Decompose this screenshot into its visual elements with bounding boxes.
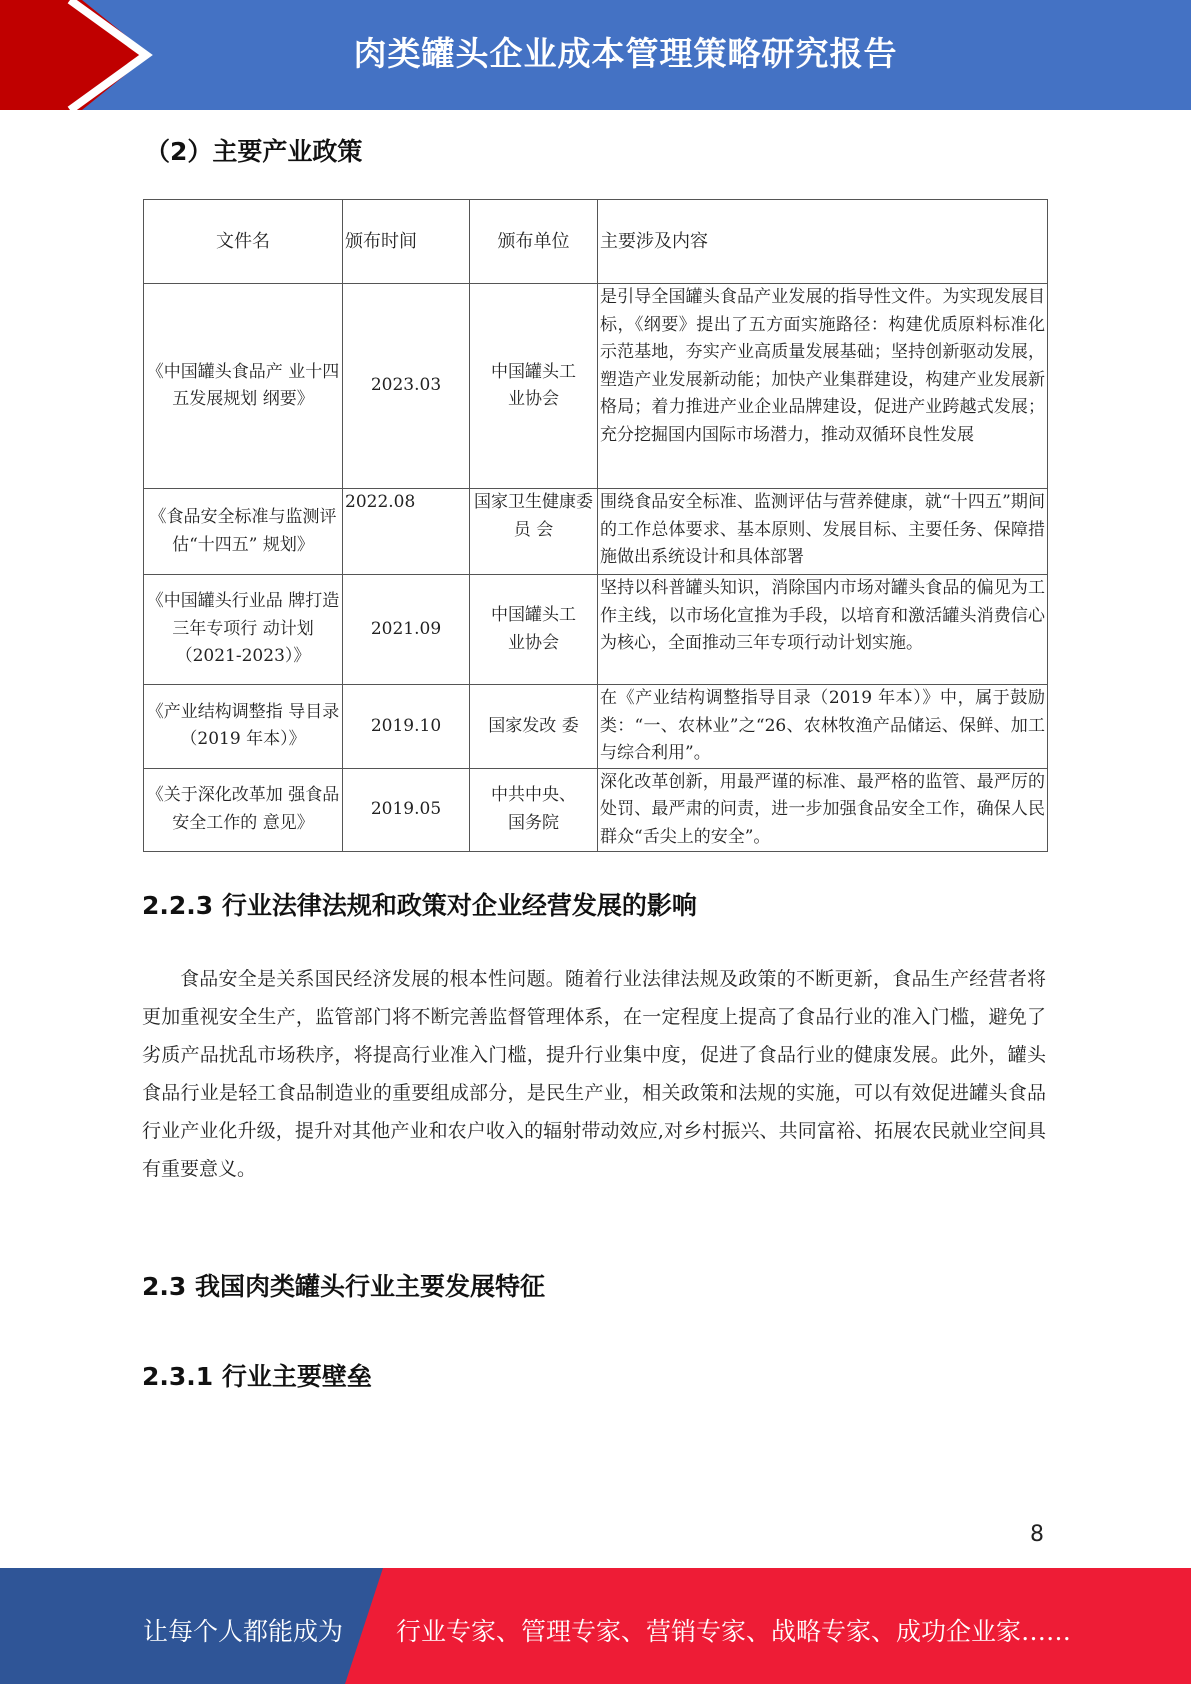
cell-issuer: 国家卫生健康委员 会 <box>470 489 598 575</box>
section-heading-2-2-3: 2.2.3 行业法律法规和政策对企业经营发展的影响 <box>142 891 697 920</box>
cell-date: 2023.03 <box>343 284 470 489</box>
column-header-content: 主要涉及内容 <box>598 200 1048 284</box>
issuer-text: 中共中央、国务院 <box>491 785 576 833</box>
cell-name: 《关于深化改革加 强食品安全工作的 意见》 <box>144 768 343 852</box>
cell-issuer <box>470 575 598 685</box>
page-number: 8 <box>1030 1522 1044 1547</box>
cell-date: 2021.09 <box>343 575 470 685</box>
cell-name: 《中国罐头食品产 业十四五发展规划 纲要》 <box>144 284 343 489</box>
column-header-issuer: 颁布单位 <box>470 200 598 284</box>
issuer-text: 中国罐头工业协会 <box>491 361 576 409</box>
table-row <box>144 489 1048 575</box>
page-footer <box>0 1568 1191 1684</box>
table-row <box>144 768 1048 852</box>
report-title: 肉类罐头企业成本管理策略研究报告 <box>353 34 898 73</box>
column-header-name: 文件名 <box>144 200 343 284</box>
cell-content <box>598 284 1048 489</box>
cell-name: 《中国罐头行业品 牌打造三年专项行 动计划（2021-2023）》 <box>144 575 343 685</box>
cell-name: 《产业结构调整指 导目录（2019 年本）》 <box>144 685 343 769</box>
column-header-date: 颁布时间 <box>343 200 470 284</box>
content-text: 围绕食品安全标准、监测评估与营养健康，就“十四五”期间的工作总体要求、基本原则、发展目标、主要任务、保障措施做出系统设计和具体部署 <box>600 492 1045 567</box>
cell-date: 2019.05 <box>343 768 470 852</box>
footer-slogan-left: 让每个人都能成为 <box>143 1617 344 1646</box>
cell-content <box>598 489 1048 575</box>
content-text: 是引导全国罐头食品产业发展的指导性文件。为实现发展目标，《纲要》提出了五方面实施路径：构建优质原料标准化示范基地，夯实产业高质量发展基础；坚持创新驱动发展，塑造产业发展新动能；加快产业集群建设，构建产业发展新格局；着力推进产业企业品牌建设，促进产业跨越式发展；充分挖掘国内国际市场潜力，推动双循环良性发展 <box>600 287 1045 445</box>
cell-date: 2019.10 <box>343 685 470 769</box>
table-row <box>144 575 1048 685</box>
table-row <box>144 685 1048 769</box>
footer-slogan-right: 行业专家、管理专家、营销专家、战略专家、成功企业家…… <box>396 1617 1072 1646</box>
page-header <box>0 0 1191 110</box>
section-heading-2-3: 2.3 我国肉类罐头行业主要发展特征 <box>142 1272 545 1301</box>
section-heading-policy: （2）主要产业政策 <box>145 137 363 166</box>
cell-issuer <box>470 768 598 852</box>
cell-issuer <box>470 284 598 489</box>
cell-content: 坚持以科普罐头知识，消除国内市场对罐头食品的偏见为工作主线，以市场化宣推为手段，以培育和激活罐头消费信心为核心，全面推动三年专项行动计划实施。 <box>598 575 1048 685</box>
section-heading-2-3-1: 2.3.1 行业主要壁垒 <box>142 1362 372 1391</box>
table-header-row <box>144 200 1048 284</box>
body-paragraph: 食品安全是关系国民经济发展的根本性问题。随着行业法律法规及政策的不断更新，食品生产经营者将更加重视安全生产，监管部门将不断完善监督管理体系，在一定程度上提高了食品行业的准入门槛，避免了劣质产品扰乱市场秩序，将提高行业准入门槛，提升行业集中度，促进了食品行业的健康发展。此外，罐头食品行业是轻工食品制造业的重要组成部分，是民生产业，相关政策和法规的实施，可以有效促进罐头食品行业产业化升级，提升对其他产业和农户收入的辐射带动效应,对乡村振兴、共同富裕、拓展农民就业空间具有重要意义。 <box>142 968 1046 1180</box>
cell-name: 《食品安全标准与监测评估“十四五” 规划》 <box>144 489 343 575</box>
issuer-text: 中国罐头工业协会 <box>491 605 576 653</box>
policy-table <box>143 199 1048 852</box>
cell-content: 在《产业结构调整指导目录（2019 年本）》中，属于鼓励类：“一、农林业”之“26、农林牧渔产品储运、保鲜、加工与综合利用”。 <box>598 685 1048 769</box>
cell-issuer: 国家发改 委 <box>470 685 598 769</box>
cell-date: 2022.08 <box>343 489 470 575</box>
table-row <box>144 284 1048 489</box>
cell-content: 深化改革创新，用最严谨的标准、最严格的监管、最严厉的处罚、最严肃的问责，进一步加强食品安全工作，确保人民群众“舌尖上的安全”。 <box>598 768 1048 852</box>
